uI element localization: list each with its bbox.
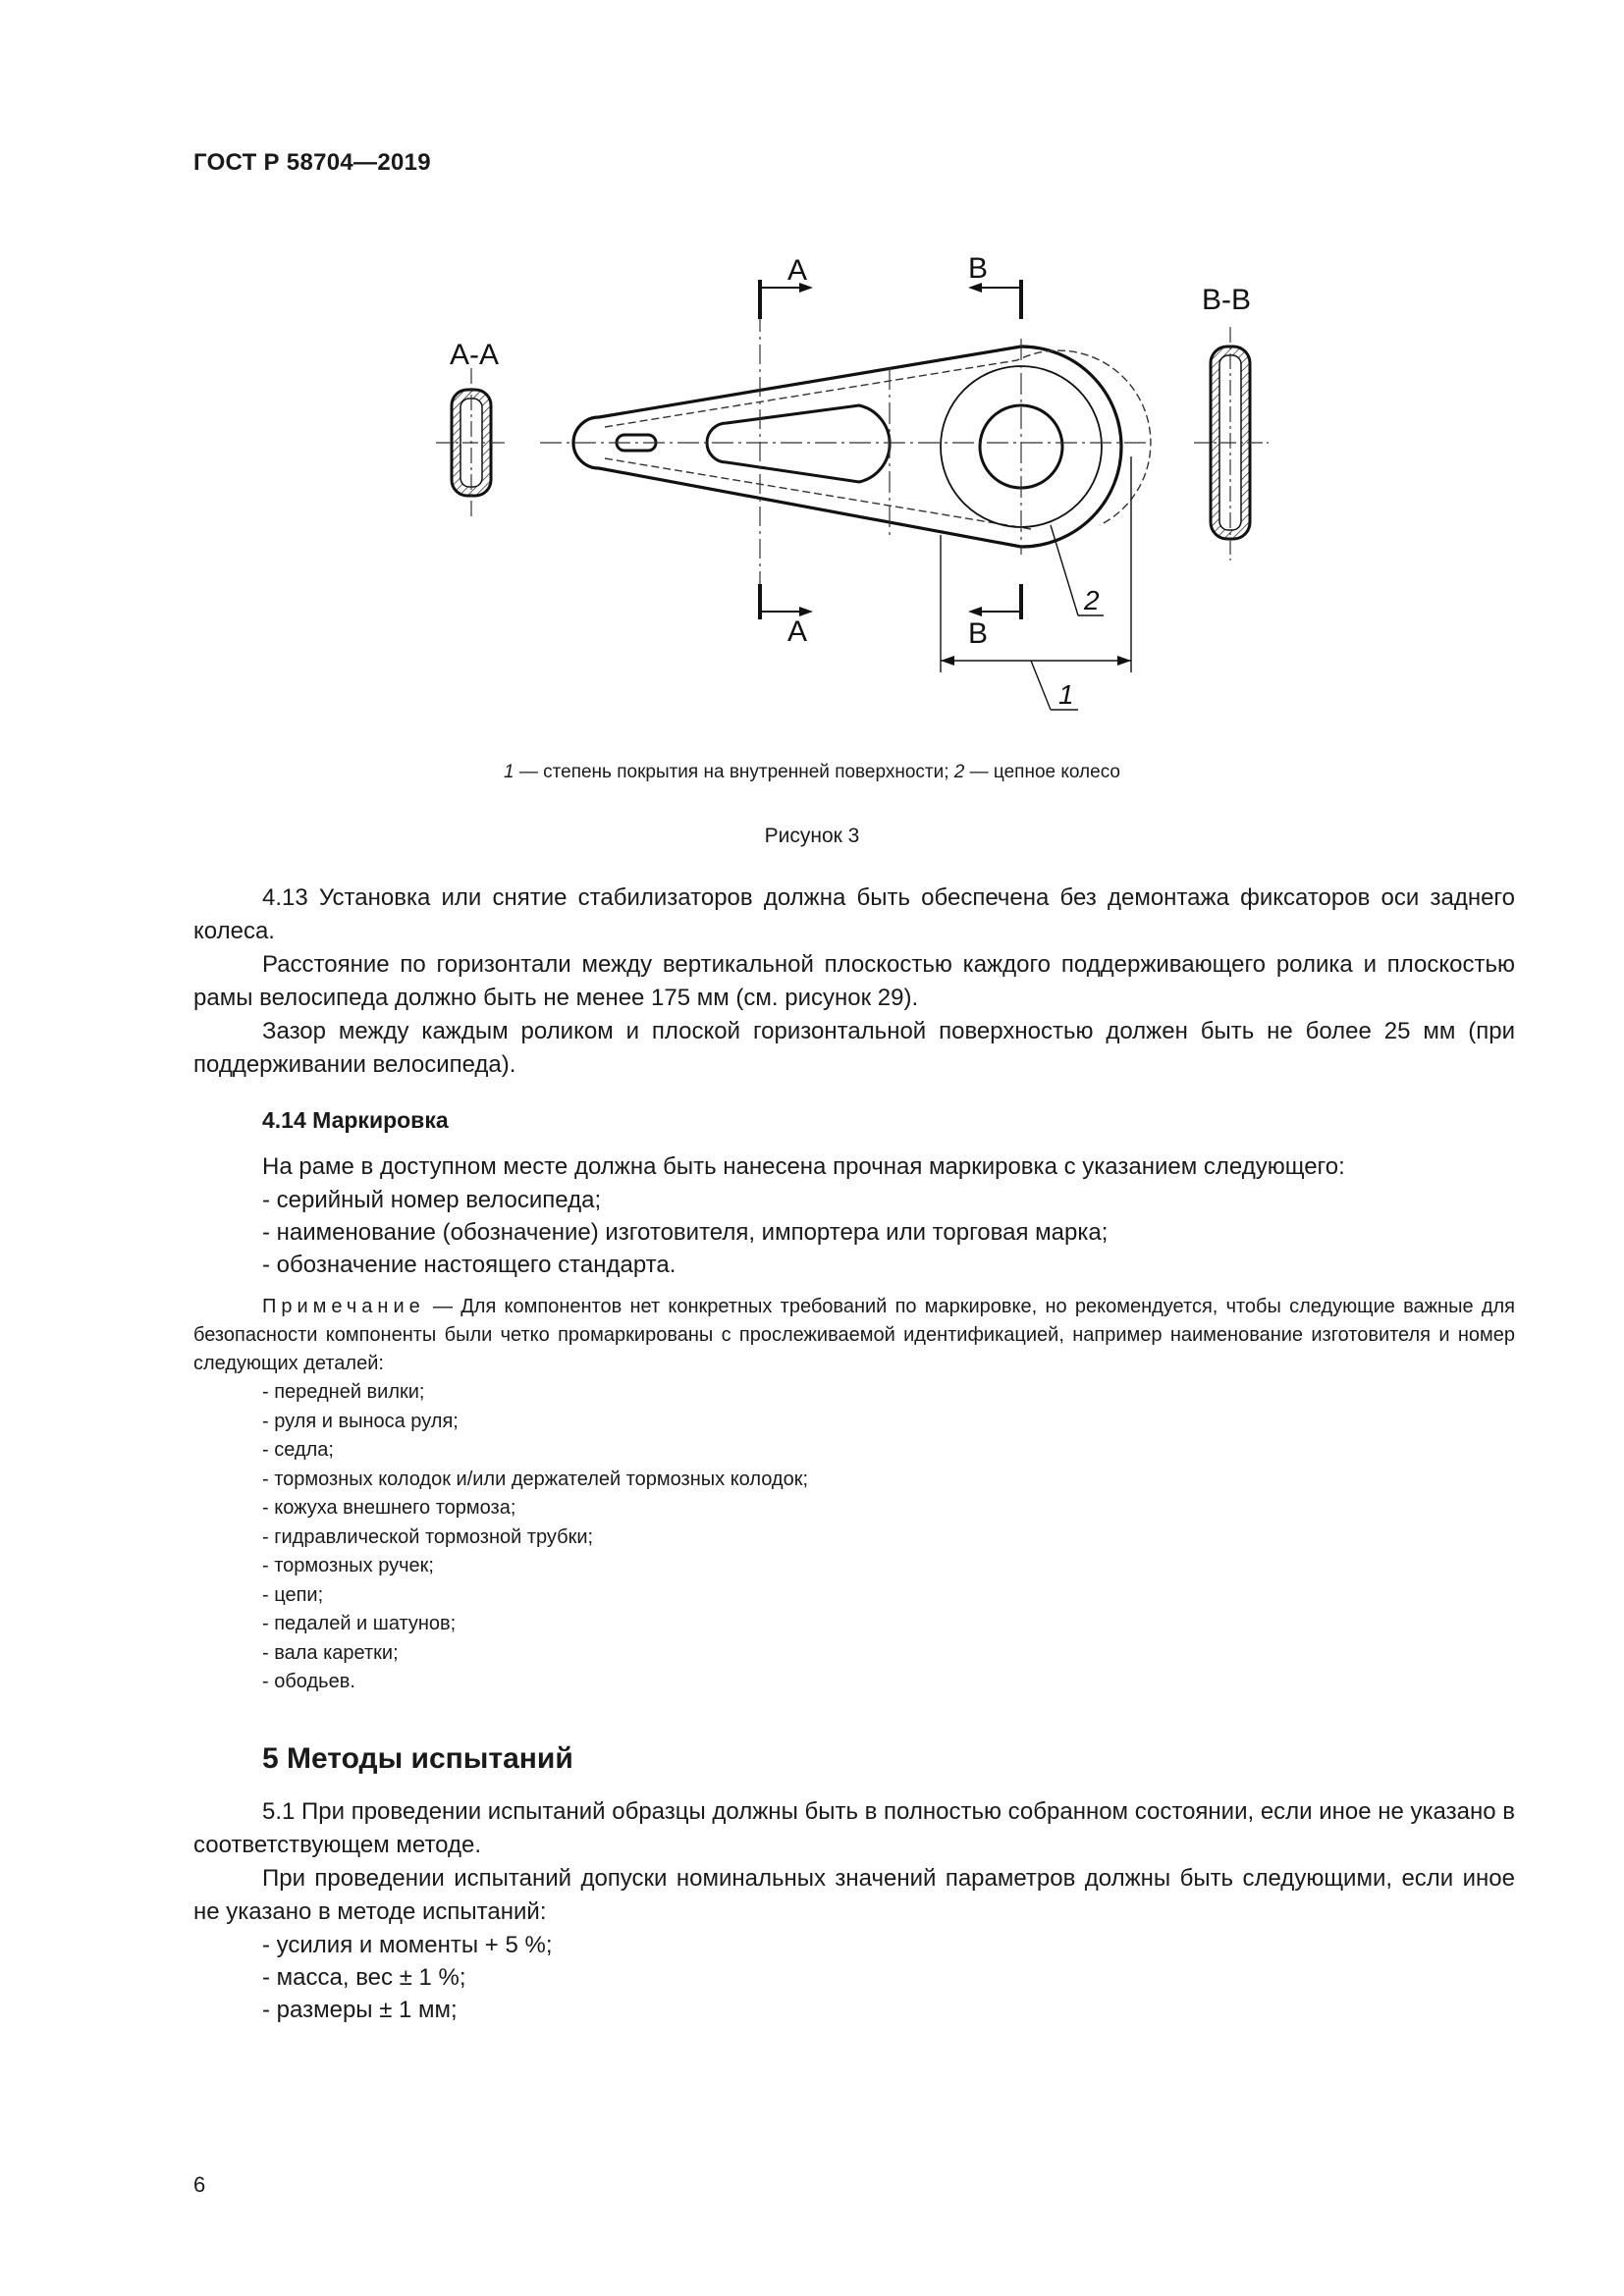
label-view-bb: B-B <box>1202 284 1252 316</box>
note-paragraph <box>193 1293 1515 1378</box>
document-header: ГОСТ Р 58704—2019 <box>193 149 431 176</box>
list-item: - вала каретки; <box>262 1641 399 1664</box>
label-section-a-top: A <box>787 254 808 287</box>
paragraph-4-14-intro: На раме в доступном месте должна быть нанесена прочная маркировка с указанием следующего: <box>262 1153 1345 1180</box>
list-item: - цепи; <box>262 1583 324 1606</box>
paragraph-4-13-1: 4.13 Установка или снятие стабилизаторов должна быть обеспечена без демонтажа фиксаторов оси заднего колеса. <box>193 884 1515 944</box>
list-item: - обозначение настоящего стандарта. <box>262 1252 677 1278</box>
label-section-b-top: B <box>968 252 989 285</box>
section-view-bb <box>1194 327 1269 561</box>
caption-text-1: — степень покрытия на внутренней поверхности; <box>514 762 954 782</box>
list-item: - усилия и моменты + 5 %; <box>262 1931 553 1958</box>
caption-num-2: 2 <box>953 762 965 782</box>
paragraph-4-13-3: Зазор между каждым роликом и плоской горизонтальной поверхностью должен быть не более 25 мм (при поддерживании велосипеда). <box>193 1018 1515 1078</box>
list-item: - седла; <box>262 1439 334 1461</box>
note-list <box>193 1378 1515 1697</box>
section-view-aa <box>436 368 507 517</box>
paragraph-4-13-2: Расстояние по горизонтали между вертикальной плоскостью каждого поддерживающего ролика и плоскостью рамы велосипеда должно быть не менее 175 мм (см. рисунок 29). <box>193 951 1515 1011</box>
paragraph-5-1: 5.1 При проведении испытаний образцы должны быть в полностью собранном состоянии, если иное не указано в соответствующем методе. <box>193 1797 1516 1858</box>
list-item: - гидравлической тормозной трубки; <box>262 1525 594 1548</box>
document-body <box>193 881 1515 2026</box>
note-text: — Для компонентов нет конкретных требований по маркировке, но рекомендуется, чтобы следующие важные для безопасности компоненты были четко промаркированы с прослеживаемой идентификацией, например наименование изготовителя и номер следующих деталей: <box>193 1296 1515 1374</box>
tolerance-list <box>193 1929 1515 2026</box>
marking-list <box>193 1184 1515 1281</box>
list-item: - ободьев. <box>262 1671 355 1692</box>
list-item: - передней вилки; <box>262 1381 425 1403</box>
callout-1: 1 <box>1058 679 1074 710</box>
list-item: - кожуха внешнего тормоза; <box>262 1497 516 1519</box>
page-number: 6 <box>193 2172 206 2197</box>
figure-title: Рисунок 3 <box>764 825 860 847</box>
list-item: - размеры ± 1 мм; <box>262 1996 458 2023</box>
figure-caption <box>0 762 1624 783</box>
label-view-aa: A-A <box>450 339 500 371</box>
callout-2: 2 <box>1084 585 1100 615</box>
label-section-b-bottom: B <box>968 617 989 650</box>
paragraph-5-1-2: При проведении испытаний допуски номинальных значений параметров должны быть следующими, если иное не указано в методе испытаний: <box>193 1864 1515 1925</box>
figure-technical-drawing <box>422 240 1286 731</box>
list-item: - наименование (обозначение) изготовителя, импортера или торговая марка; <box>262 1219 1109 1246</box>
list-item: - педалей и шатунов; <box>262 1613 457 1634</box>
note-label: Примечание <box>262 1296 425 1317</box>
list-item: - масса, вес ± 1 %; <box>262 1963 466 1991</box>
chain-guard-part <box>540 339 1151 555</box>
list-item: - руля и выноса руля; <box>262 1410 459 1432</box>
list-item: - тормозных колодок и/или держателей тормозных колодок; <box>262 1468 809 1490</box>
list-item: - серийный номер велосипеда; <box>262 1187 602 1213</box>
label-section-a-bottom: A <box>787 615 808 648</box>
caption-num-1: 1 <box>504 762 514 782</box>
caption-text-2: — цепное колесо <box>964 762 1120 782</box>
list-item: - тормозных ручек; <box>262 1555 434 1576</box>
heading-section-5: 5 Методы испытаний <box>262 1741 573 1775</box>
heading-4-14: 4.14 Маркировка <box>262 1107 449 1133</box>
